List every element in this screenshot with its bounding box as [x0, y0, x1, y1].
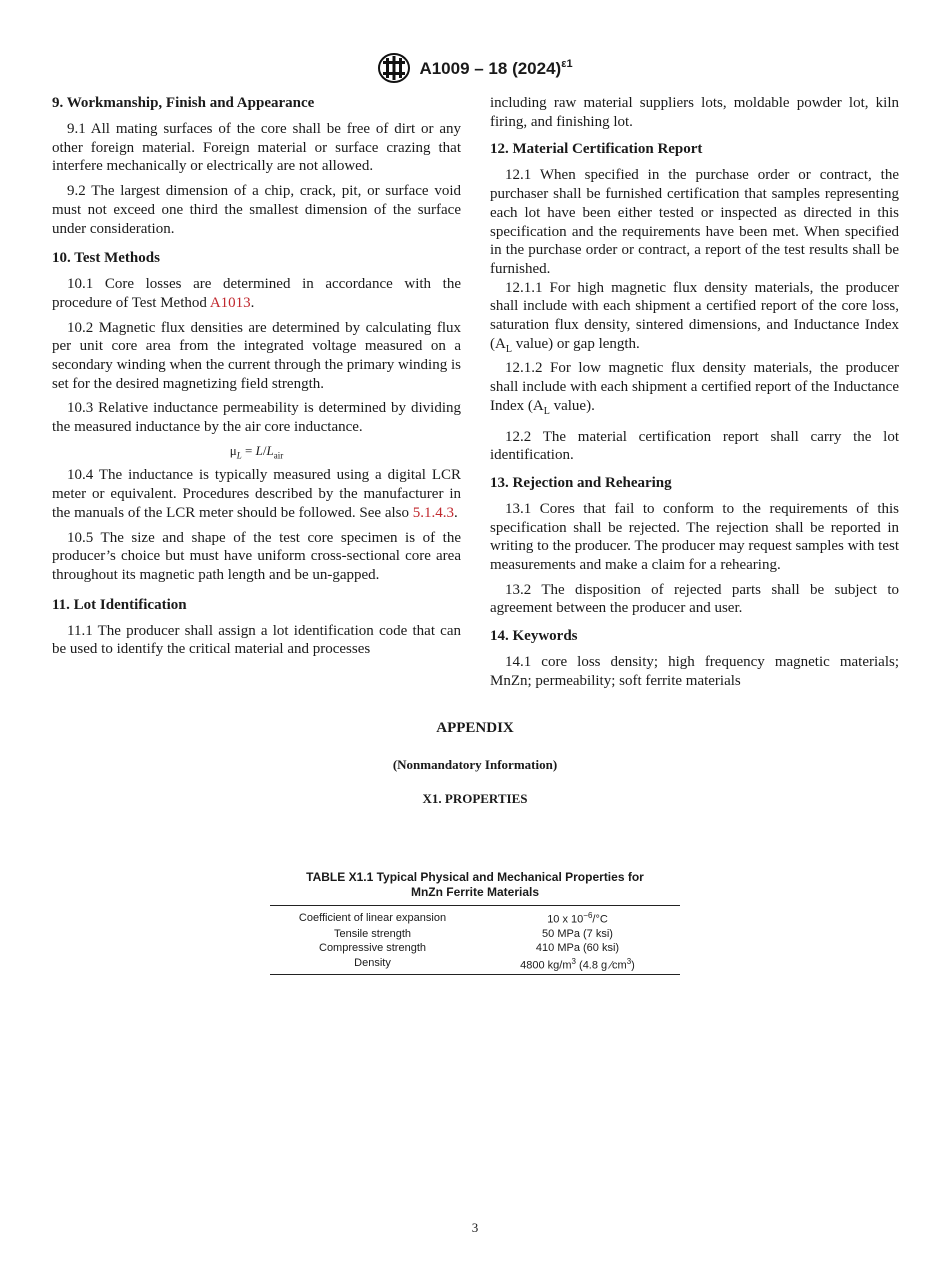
table-cell-value: 410 MPa (60 ksi): [535, 941, 620, 954]
table-cell-property: Density: [354, 957, 391, 970]
section-10-heading: 10. Test Methods: [52, 250, 160, 267]
right-column: [490, 94, 899, 697]
properties-table-block: [270, 870, 680, 975]
para-12-2: 12.2 The material certification report shall carry the lot identification.: [490, 428, 899, 464]
section-13-heading: 13. Rejection and Rehearing: [490, 474, 672, 491]
astm-logo-icon: [377, 52, 411, 84]
table-cell-value: 50 MPa (7 ksi): [542, 927, 613, 940]
para-10-2: 10.2 Magnetic flux densities are determined by calculating flux per unit core area from the integrated voltage measured on a secondary winding when the current through the primary winding is set for the desired magnetizing field strength.: [52, 319, 461, 392]
left-column: [52, 94, 461, 659]
equation-permeability: $\mu_L = L/L_{air}$: [229, 442, 284, 461]
para-11-1-continued: including raw material suppliers lots, moldable powder lot, kiln firing, and finishing lot.: [490, 95, 899, 130]
para-9-2: 9.2 The largest dimension of a chip, crack, pit, or surface void must not exceed one third the smallest dimension of the surface under consideration.: [52, 183, 461, 237]
section-9-heading: 9. Workmanship, Finish and Appearance: [52, 95, 315, 111]
para-12-1-2: 12.1.2 For low magnetic flux density materials, the producer shall include with each shipment a certified report of the Inductance Index ($A_L$ value).: [490, 360, 899, 417]
section-14-heading: 14. Keywords: [490, 628, 578, 645]
para-11-1: 11.1 The producer shall assign a lot identification code that can be used to identify the critical material and processes: [52, 622, 461, 658]
link-a1013[interactable]: A1013: [209, 294, 251, 311]
link-5-1-4-3[interactable]: 5.1.4.3: [412, 504, 455, 521]
page-header: [0, 52, 950, 84]
para-10-3: 10.3 Relative inductance permeability is determined by dividing the measured inductance by the air core inductance.: [52, 400, 461, 436]
appendix-x1-heading: X1. PROPERTIES: [422, 791, 528, 806]
page-number: 3: [471, 1220, 479, 1235]
table-caption: TABLE X1.1 Typical Physical and Mechanical Properties for MnZn Ferrite Materials: [306, 870, 644, 899]
epsilon-superscript: ε1: [561, 57, 573, 70]
para-13-1: 13.1 Cores that fail to conform to the requirements of this specification shall be rejected. The rejection shall be reported in writing to the producer. The producer may request samples with test measurements and make a claim for a rehearing.: [490, 500, 899, 574]
appendix-subtitle: (Nonmandatory Information): [392, 757, 558, 772]
table-cell-value: 4800 $kg/m^3$ (4.8 g $⁄cm^3$): [520, 956, 635, 972]
para-13-2: 13.2 The disposition of rejected parts shall be subject to agreement between the producer and user.: [490, 581, 899, 617]
table-cell-property: Coefficient of linear expansion: [298, 911, 447, 924]
table-row: [270, 941, 680, 955]
table-cell-value: 10 x $10^{-6}/^\circ C$: [547, 911, 608, 926]
para-14-1: 14.1 core loss density; high frequency magnetic materials; MnZn; permeability; soft ferrite materials: [490, 654, 899, 689]
para-12-1: 12.1 When specified in the purchase order or contract, the purchaser shall be furnished certification that samples representing each lot have been either tested or inspected as directed in this specification and the requirements have been met. When specified in the purchase order or contract, a report of the test results shall be furnished.: [490, 167, 899, 277]
table-row: [270, 906, 680, 927]
table-cell-property: Tensile strength: [333, 927, 412, 940]
section-12-heading: 12. Material Certification Report: [490, 141, 703, 158]
appendix-title: APPENDIX: [436, 720, 514, 736]
para-10-4: 10.4 The inductance is typically measured using a digital LCR meter or equivalent. Procedures described by the manufacturer in the manuals of the LCR meter should be followed. See also 5.1.4.3.: [52, 467, 461, 521]
properties-table: [270, 905, 680, 975]
para-10-1: 10.1 Core losses are determined in accordance with the procedure of Test Method A1013.: [52, 276, 461, 311]
para-9-1: 9.1 All mating surfaces of the core shall be free of dirt or any other foreign material. Foreign material or surface crazing that interfere mechanically or electrically are not allowed.: [52, 121, 461, 175]
table-row: [270, 927, 680, 941]
table-row: [270, 955, 680, 975]
para-10-5: 10.5 The size and shape of the test core specimen is of the producer’s choice but must have uniform cross-sectional core area throughout its magnetic path length and be un-gapped.: [52, 529, 461, 583]
section-11-heading: 11. Lot Identification: [52, 596, 187, 613]
para-12-1-1: 12.1.1 For high magnetic flux density materials, the producer shall include with each shipment a certified report of the core loss, saturation flux density, sintered dimensions, and Inductance Index ($A_L$ value) or gap length.: [490, 279, 899, 355]
document-designation: A1009 – 18 $(2024)^{\varepsilon 1}$: [419, 57, 573, 78]
table-cell-property: Compressive strength: [319, 941, 426, 954]
